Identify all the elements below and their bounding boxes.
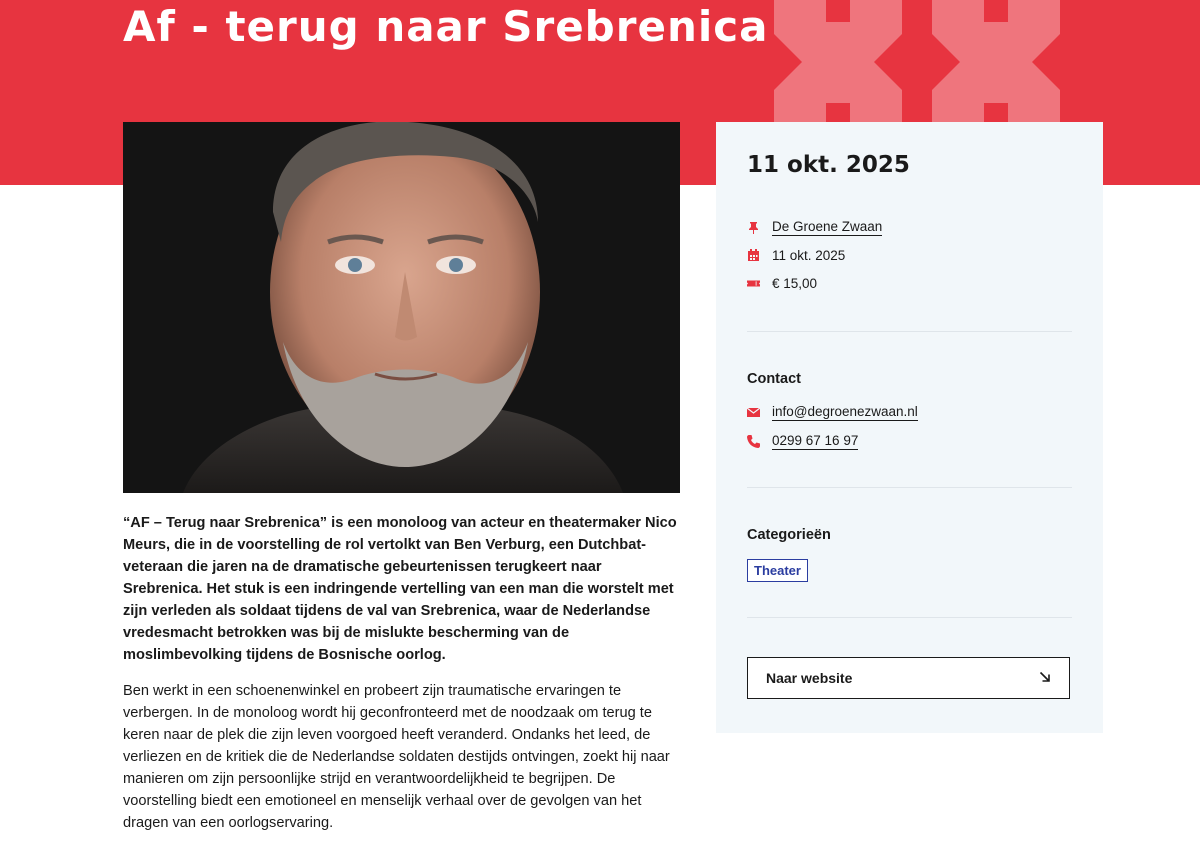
phone-icon (747, 435, 760, 448)
envelope-icon (747, 406, 760, 419)
portrait-photo (123, 122, 680, 493)
phone-row (747, 433, 858, 450)
price-text: € 15,00 (772, 276, 818, 291)
email-row (747, 404, 918, 421)
divider (747, 331, 1072, 332)
calendar-icon (747, 249, 760, 262)
website-button[interactable] (747, 657, 1070, 699)
description-lead: “AF – Terug naar Srebrenica” is een monoloog van acteur en theatermaker Nico Meurs, die in de voorstelling de rol vertolkt van Ben Verburg, een Dutchbat-veteraan die jaren na de dramatische gebeurtenissen terugkeert naar Srebrenica. Het stuk is een indringende vertelling van een man die worstelt met zijn verleden als soldaat tijdens de val van Srebrenica, waar de Nederlandse vredesmacht betrokken was bij de mislukte bescherming van de moslimbevolking tijdens de Bosnische oorlog. (123, 515, 677, 663)
phone-link[interactable]: 0299 67 16 97 (772, 433, 859, 448)
sidebar-date-heading: 11 okt. 2025 (747, 152, 910, 178)
website-button-label: Naar website (766, 670, 853, 686)
date-row (747, 248, 845, 263)
arrow-down-right-icon (1039, 670, 1051, 686)
location-link[interactable]: De Groene Zwaan (772, 219, 883, 234)
divider (747, 487, 1072, 488)
date-text: 11 okt. 2025 (772, 248, 846, 263)
categories-heading: Categorieën (747, 527, 831, 543)
ticket-icon (747, 277, 760, 290)
email-link[interactable]: info@degroenezwaan.nl (772, 404, 918, 419)
portrait-image (123, 122, 680, 493)
divider (747, 617, 1072, 618)
description-paragraph: Ben werkt in een schoenenwinkel en probeert zijn traumatische ervaringen te verbergen. In de monoloog wordt hij geconfronteerd met de noodzaak om terug te keren naar de plek die zijn leven voorgoed heeft veranderd. Ondanks het leed, de verliezen en de kritiek die de Nederlandse soldaten destijds ontvingen, zoekt hij naar manieren om zijn persoonlijke strijd en verantwoordelijkheid te begrijpen. De voorstelling biedt een emotioneel en menselijk verhaal over de gevolgen van het dragen van een oorlogservaring. (123, 683, 670, 831)
map-pin-icon (747, 221, 760, 234)
event-info-sidebar (716, 122, 1103, 733)
page-title: Af - terug naar Srebrenica (123, 2, 769, 51)
price-row (747, 276, 817, 291)
category-tag-theater[interactable]: Theater (747, 559, 808, 582)
event-description (123, 512, 683, 848)
contact-heading: Contact (747, 371, 801, 387)
location-row (747, 219, 882, 236)
